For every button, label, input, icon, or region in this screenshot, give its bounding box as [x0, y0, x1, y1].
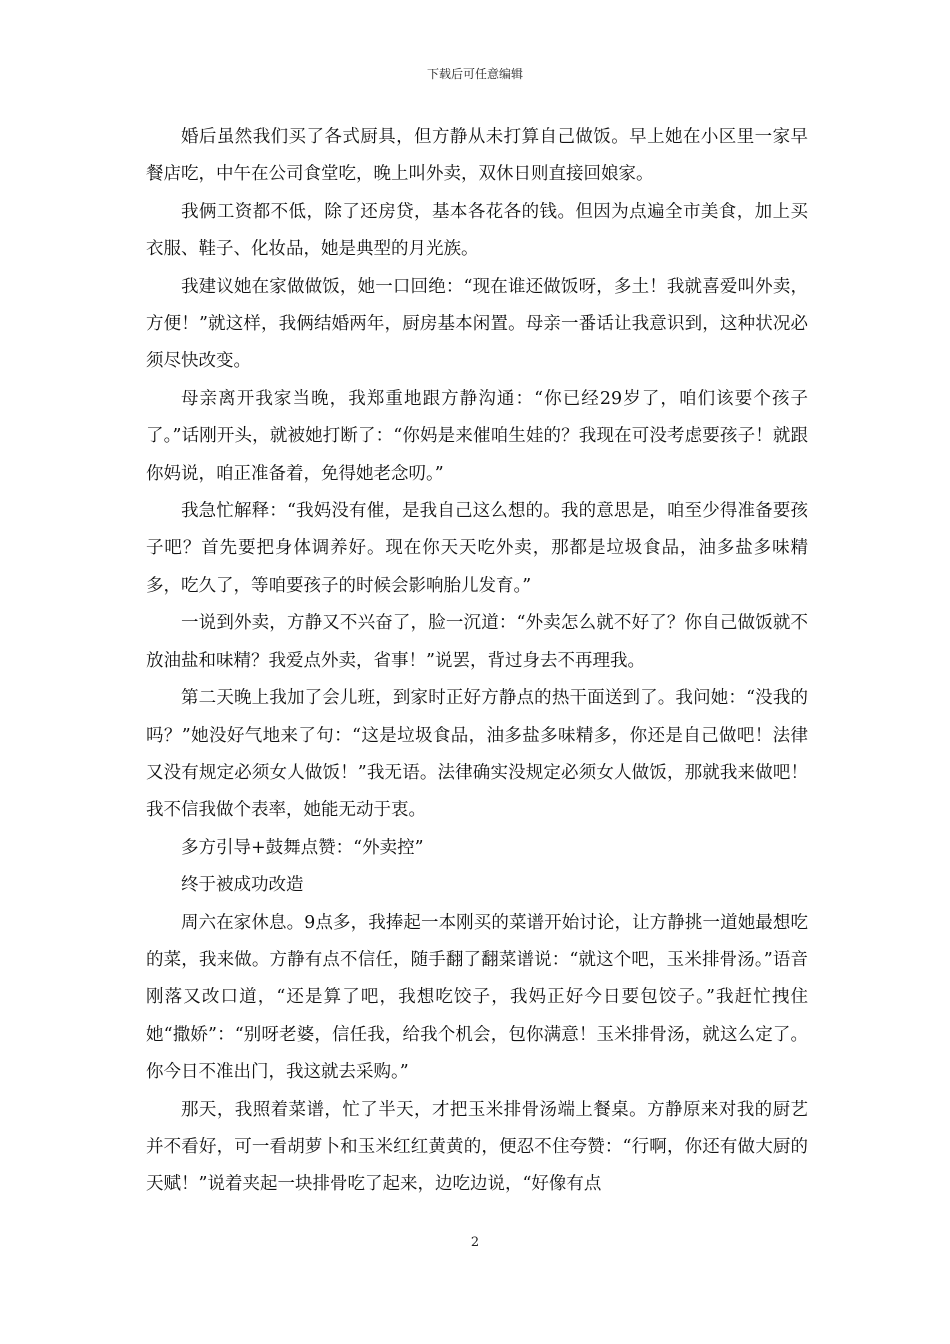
paragraph: 我俩工资都不低，除了还房贷，基本各花各的钱。但因为点遍全市美食，加上买衣服、鞋子、化妆品，她是典型的月光族。 [146, 201, 808, 260]
page-header: 下载后可任意编辑 [426, 67, 523, 81]
paragraph: 我建议她在家做做饭，她一口回绝：“现在谁还做饭呀，多土！我就喜爱叫外卖，方便！”就这样，我俩结婚两年，厨房基本闲置。母亲一番话让我意识到，这种状况必须尽快改变。 [146, 276, 808, 372]
section-heading: 多方引导+鼓舞点赞：“外卖控” [181, 837, 424, 858]
paragraph: 婚后虽然我们买了各式厨具，但方静从未打算自己做饭。早上她在小区里一家早餐店吃，中午在公司食堂吃，晚上叫外卖，双休日则直接回娘家。 [146, 127, 808, 185]
page-number: 2 [470, 1235, 480, 1250]
paragraph: 一说到外卖，方静又不兴奋了，脸一沉道：“外卖怎么就不好了？你自己做饭就不放油盐和味精？我爱点外卖，省事！”说罢，背过身去不再理我。 [146, 613, 808, 671]
paragraph: 母亲离开我家当晚，我郑重地跟方静沟通：“你已经29岁了，咱们该要个孩子了。”话刚开头，就被她打断了：“你妈是来催咱生娃的？我现在可没考虑要孩子！就跟你妈说，咱正准备着，免得她老念叨。” [146, 388, 808, 484]
paragraph: 第二天晚上我加了会儿班，到家时正好方静点的热干面送到了。我问她：“没我的吗？”她没好气地来了句：“这是垃圾食品，油多盐多味精多，你还是自己做吧！法律又没有规定必须女人做饭！”我无语。法律确实没规定必须女人做饭，那就我来做吧！我不信我做个表率，她能无动于衷。 [146, 688, 808, 821]
paragraph: 周六在家休息。9点多，我捧起一本刚买的菜谱开始讨论，让方静挑一道她最想吃的菜，我来做。方静有点不信任，随手翻了翻菜谱说：“就这个吧，玉米排骨汤。”语音刚落又改口道，“还是算了吧，我想吃饺子，我妈正好今日要包饺子。”我赶忙拽住她“撒娇”：“别呀老婆，信任我，给我个机会，包你满意！玉米排骨汤，就这么定了。你今日不准出门，我这就去采购。” [146, 912, 808, 1083]
paragraph: 我急忙解释：“我妈没有催，是我自己这么想的。我的意思是，咱至少得准备要孩子吧？首先要把身体调养好。现在你天天吃外卖，那都是垃圾食品，油多盐多味精多，吃久了，等咱要孩子的时候会影响胎儿发育。” [146, 501, 808, 596]
document-body [146, 119, 808, 1204]
section-heading: 终于被成功改造 [181, 875, 304, 896]
paragraph: 那天，我照着菜谱，忙了半天，才把玉米排骨汤端上餐桌。方静原来对我的厨艺并不看好，可一看胡萝卜和玉米红红黄黄的，便忍不住夸赞：“行啊，你还有做大厨的天赋！”说着夹起一块排骨吃了起来，边吃边说，“好像有点 [146, 1099, 808, 1195]
